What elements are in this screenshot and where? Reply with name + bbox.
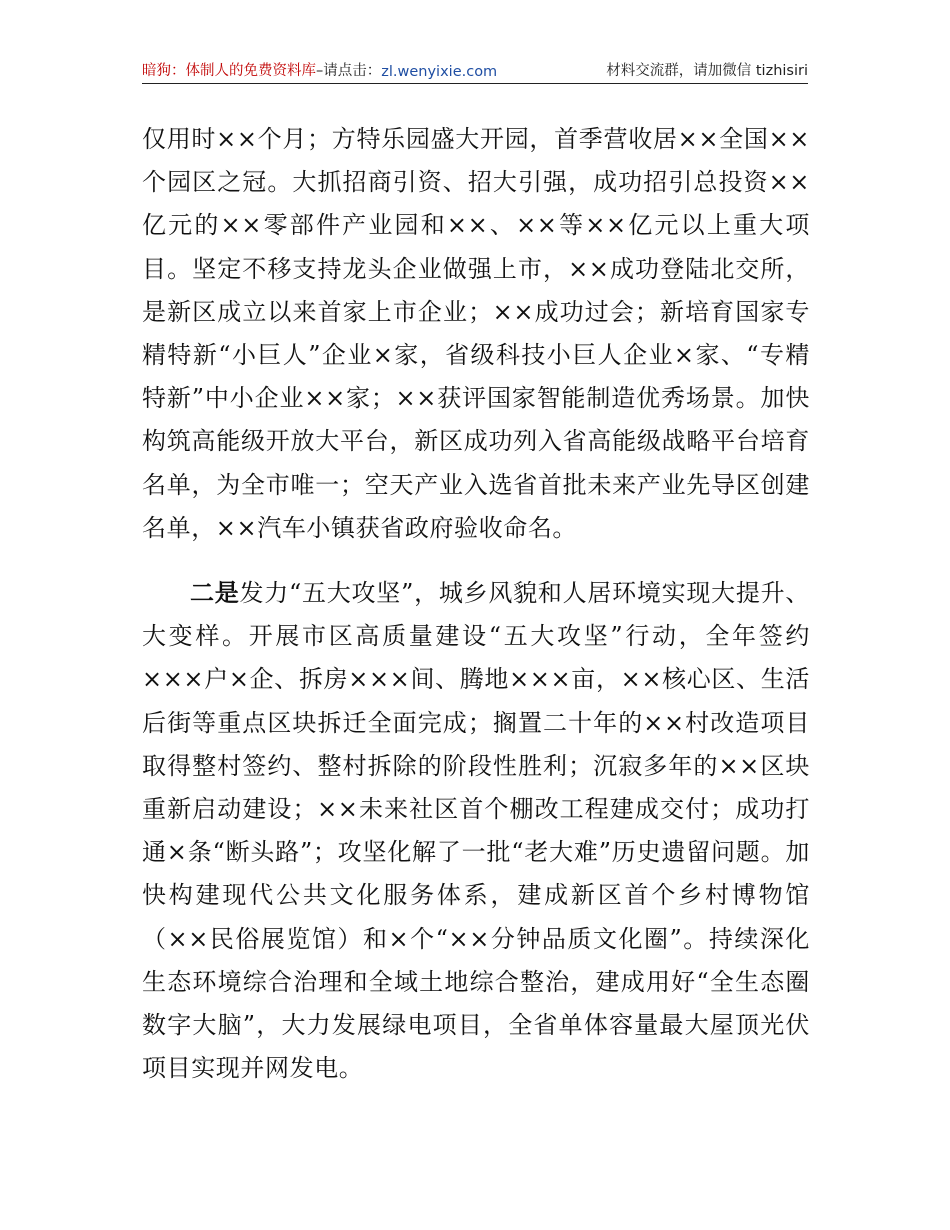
page-header	[142, 56, 808, 84]
header-left	[142, 59, 497, 80]
contact-info: 材料交流群，请加微信 tizhisiri	[606, 63, 808, 79]
paragraph-1-text: 仅用时××个月；方特乐园盛大开园，首季营收居××全国××个园区之冠。大抓招商引资、招大引强，成功招引总投资××亿元的××零部件产业园和××、××等××亿元以上重大项目。坚定不移支持龙头企业做强上市，××成功登陆北交所，是新区成立以来首家上市企业；××成功过会；新培育国家专精特新“小巨人”企业×家，省级科技小巨人企业×家、“专精特新”中小企业××家；××获评国家智能制造优秀场景。加快构筑高能级开放大平台，新区成功列入省高能级战略平台培育名单，为全市唯一；空天产业入选省首批未来产业先导区创建名单，××汽车小镇获省政府验收命名。	[142, 125, 810, 542]
paragraph-2-text: 发力“五大攻坚”，城乡风貌和人居环境实现大提升、大变样。开展市区高质量建设“五大攻坚”行动，全年签约×××户×企、拆房×××间、腾地×××亩，××核心区、生活后街等重点区块拆迁全面完成；搁置二十年的××村改造项目取得整村签约、整村拆除的阶段性胜利；沉寂多年的××区块重新启动建设；××未来社区首个棚改工程建成交付；成功打通×条“断头路”；攻坚化解了一批“老大难”历史遗留问题。加快构建现代公共文化服务体系，建成新区首个乡村博物馆（××民俗展览馆）和×个“××分钟品质文化圈”。持续深化生态环境综合治理和全域土地综合整治，建成用好“全生态圈数字大脑”，大力发展绿电项目，全省单体容量最大屋顶光伏项目实现并网发电。	[142, 579, 811, 1083]
paragraph-2-lead: 二是	[190, 578, 240, 608]
site-name: 暗狗：体制人的免费资料库	[142, 63, 316, 79]
paragraph-1	[142, 118, 810, 550]
click-prompt: –请点击：	[316, 63, 382, 79]
document-body	[142, 118, 810, 1090]
paragraph-2	[142, 571, 810, 1090]
site-link[interactable]: zl.wenyixie.com	[381, 64, 498, 80]
